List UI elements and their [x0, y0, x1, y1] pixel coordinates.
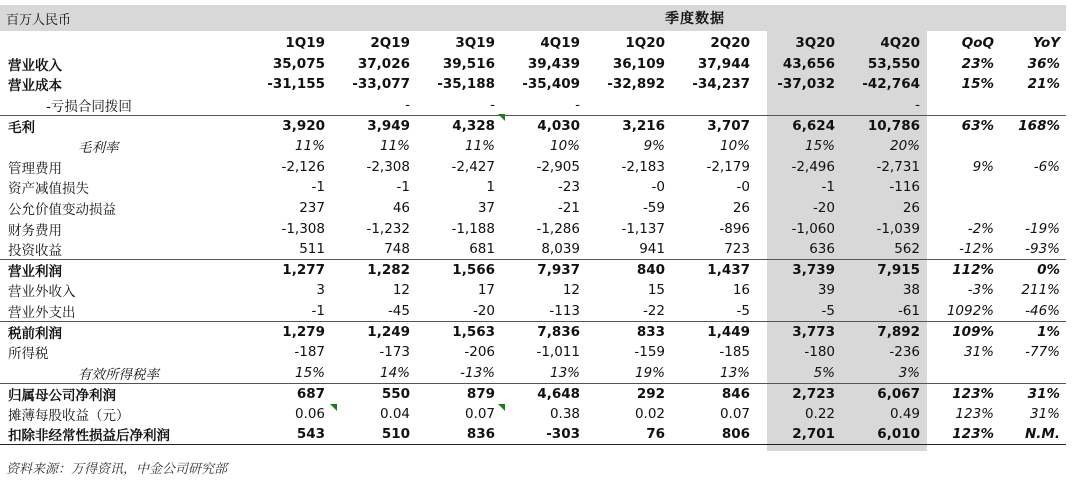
table-cell: 941 — [639, 240, 665, 257]
table-row — [0, 198, 1066, 219]
table-cell: -236 — [889, 344, 920, 361]
table-cell: 10,786 — [845, 115, 930, 136]
table-cell: 15 — [647, 282, 665, 299]
table-cell: -2,183 — [621, 158, 665, 175]
table-cell — [250, 95, 335, 116]
table-cell: 11% — [294, 138, 325, 155]
row-label: 有效所得税率 — [78, 366, 159, 383]
table-cell: 11% — [464, 138, 495, 155]
table-cell: 37,026 — [357, 55, 410, 72]
row-label: 归属母公司净利润 — [0, 383, 250, 404]
table-cell: 39,516 — [442, 55, 495, 72]
table-cell — [675, 95, 760, 116]
table-cell: 0.06 — [294, 405, 325, 422]
table-cell: 7,892 — [845, 321, 930, 342]
table-cell: 1,282 — [335, 260, 420, 281]
table-cell: 6,010 — [845, 424, 930, 445]
table-cell: 37,944 — [697, 55, 750, 72]
comment-marker-icon — [498, 404, 505, 411]
table-cell: 5% — [813, 364, 835, 381]
table-row — [0, 136, 1066, 157]
table-cell: 109% — [930, 321, 1000, 342]
table-cell: 1% — [1000, 321, 1066, 342]
table-cell: 0.07 — [464, 405, 495, 422]
table-cell: 7,915 — [845, 260, 930, 281]
table-cell: 123% — [955, 405, 994, 422]
table-cell: 1,279 — [250, 321, 335, 342]
table-cell: - — [575, 96, 580, 113]
table-cell: 806 — [675, 424, 760, 445]
table-cell: 9% — [643, 138, 665, 155]
table-cell: -61 — [897, 302, 920, 319]
column-header: 2Q19 — [370, 35, 410, 52]
table-cell: 0.07 — [719, 405, 750, 422]
table-cell: -1,137 — [621, 220, 665, 237]
table-row — [0, 74, 1066, 95]
table-cell: 2,723 — [760, 383, 845, 404]
table-cell: 1,249 — [335, 321, 420, 342]
table-cell: -45 — [387, 302, 410, 319]
table-row — [0, 95, 1066, 116]
table-cell: 46 — [392, 200, 410, 217]
table-cell: 510 — [335, 424, 420, 445]
table-cell: 15% — [294, 364, 325, 381]
row-label: 毛利率 — [78, 140, 119, 157]
table-cell: -2,308 — [366, 158, 410, 175]
table-cell: -180 — [804, 344, 835, 361]
table-cell: -46% — [1025, 302, 1060, 319]
table-cell: 211% — [1021, 282, 1060, 299]
table-cell: -1,308 — [281, 220, 325, 237]
table-cell: 748 — [384, 240, 410, 257]
table-cell: 63% — [930, 115, 1000, 136]
column-header: 2Q20 — [710, 35, 750, 52]
table-cell — [590, 95, 675, 116]
table-row — [0, 218, 1066, 239]
table-cell: -34,237 — [692, 76, 750, 93]
table-cell: 1092% — [946, 302, 994, 319]
table-cell: 39 — [817, 282, 835, 299]
table-cell: -1,188 — [451, 220, 495, 237]
table-cell: N.M. — [1000, 424, 1066, 445]
table-cell: -185 — [719, 344, 750, 361]
table-cell: -5 — [736, 302, 750, 319]
table-cell: 1,449 — [675, 321, 760, 342]
table-cell — [930, 198, 1000, 219]
table-cell: -31,155 — [267, 76, 325, 93]
row-label: 投资收益 — [8, 242, 62, 259]
table-cell: 292 — [590, 383, 675, 404]
table-cell: 723 — [724, 240, 750, 257]
table-cell: -35,409 — [522, 76, 580, 93]
table-cell: 687 — [250, 383, 335, 404]
table-cell: -159 — [634, 344, 665, 361]
column-header: 3Q20 — [795, 35, 835, 52]
table-cell: 543 — [250, 424, 335, 445]
column-header: 4Q20 — [880, 35, 920, 52]
comment-marker-icon — [330, 404, 337, 411]
table-cell: 2,701 — [760, 424, 845, 445]
table-row — [0, 404, 1066, 425]
table-cell: 0.02 — [634, 405, 665, 422]
table-cell: -1 — [311, 302, 325, 319]
table-cell: - — [915, 96, 920, 113]
table-cell: 9% — [972, 158, 994, 175]
table-cell: 76 — [590, 424, 675, 445]
table-cell: 237 — [299, 200, 325, 217]
table-cell: -20 — [812, 200, 835, 217]
row-label: 税前利润 — [0, 321, 250, 342]
table-cell: -35,188 — [437, 76, 495, 93]
table-cell: 6,624 — [760, 115, 845, 136]
table-cell: 37 — [477, 200, 495, 217]
table-cell: 13% — [719, 364, 750, 381]
table-cell: 36% — [1027, 55, 1060, 72]
table-cell: 31% — [1029, 405, 1060, 422]
table-cell: 23% — [961, 55, 994, 72]
header-band — [0, 5, 1066, 31]
table-cell: -2,126 — [281, 158, 325, 175]
table-cell: 1,563 — [420, 321, 505, 342]
table-cell: -896 — [719, 220, 750, 237]
table-cell: 43,656 — [782, 55, 835, 72]
table-cell: -6% — [1033, 158, 1060, 175]
table-cell: 7,836 — [505, 321, 590, 342]
table-cell: -93% — [1025, 240, 1060, 257]
table-cell: -13% — [460, 364, 495, 381]
table-cell: 4,328 — [420, 115, 505, 136]
table-cell — [1000, 363, 1066, 384]
table-cell: -77% — [1025, 344, 1060, 361]
table-cell: 15% — [804, 138, 835, 155]
table-cell: 836 — [420, 424, 505, 445]
table-cell: 3,739 — [760, 260, 845, 281]
table-cell: 26 — [732, 200, 750, 217]
table-cell — [1000, 136, 1066, 157]
table-cell: 879 — [420, 383, 505, 404]
row-label: 营业收入 — [8, 57, 62, 74]
table-cell: 4,030 — [505, 115, 590, 136]
table-cell: -1,011 — [536, 344, 580, 361]
table-cell: 31% — [1000, 383, 1066, 404]
table-cell: 35,075 — [272, 55, 325, 72]
table-cell: -2,427 — [451, 158, 495, 175]
table-cell: 0.38 — [549, 405, 580, 422]
row-label: 扣除非经常性损益后净利润 — [0, 424, 250, 445]
row-label: 财务费用 — [8, 222, 62, 239]
table-cell: 20% — [889, 138, 920, 155]
table-cell: 8,039 — [541, 240, 580, 257]
table-cell: -116 — [889, 179, 920, 196]
table-row — [0, 239, 1066, 260]
table-cell: -37,032 — [777, 76, 835, 93]
table-cell: 10% — [719, 138, 750, 155]
table-row — [0, 54, 1066, 75]
table-cell: -59 — [642, 200, 665, 217]
column-header: 1Q19 — [285, 35, 325, 52]
table-cell: -1,060 — [791, 220, 835, 237]
table-cell: -42,764 — [862, 76, 920, 93]
table-cell: 21% — [1027, 76, 1060, 93]
row-label: 营业成本 — [8, 78, 62, 95]
table-cell: 1,437 — [675, 260, 760, 281]
section-title: 季度数据 — [665, 11, 725, 27]
table-row — [0, 301, 1066, 322]
table-cell: -113 — [549, 302, 580, 319]
table-row — [0, 383, 1066, 404]
table-cell — [760, 95, 845, 116]
table-cell: -206 — [464, 344, 495, 361]
table-cell: 562 — [894, 240, 920, 257]
table-row — [0, 424, 1066, 445]
table-cell: 15% — [961, 76, 994, 93]
table-cell: -0 — [736, 179, 750, 196]
column-header-row — [0, 33, 1066, 54]
table-cell: -1 — [821, 179, 835, 196]
row-label: 公允价值变动损益 — [8, 202, 116, 219]
table-cell: -2,905 — [536, 158, 580, 175]
table-cell: -173 — [379, 344, 410, 361]
table-cell: 10% — [549, 138, 580, 155]
source-note: 资料来源：万得资讯，中金公司研究部 — [6, 462, 228, 477]
table-cell: 3% — [898, 364, 920, 381]
table-cell: 1,566 — [420, 260, 505, 281]
column-header: 3Q19 — [455, 35, 495, 52]
table-cell: 11% — [379, 138, 410, 155]
row-label: 摊薄每股收益（元） — [8, 407, 130, 424]
table-cell: 0.49 — [889, 405, 920, 422]
table-cell: 6,067 — [845, 383, 930, 404]
row-label: 营业外收入 — [8, 284, 76, 301]
table-cell: -20 — [472, 302, 495, 319]
row-label: 管理费用 — [8, 160, 62, 177]
table-row — [0, 260, 1066, 281]
table-cell: 3,949 — [335, 115, 420, 136]
table-row — [0, 177, 1066, 198]
table-cell: 3 — [316, 282, 325, 299]
table-cell: -33,077 — [352, 76, 410, 93]
table-row — [0, 157, 1066, 178]
table-cell: - — [405, 96, 410, 113]
financial-table — [0, 33, 1066, 445]
column-header: 1Q20 — [625, 35, 665, 52]
table-cell: 123% — [930, 383, 1000, 404]
table-cell: 123% — [930, 424, 1000, 445]
row-label: 营业外支出 — [8, 304, 76, 321]
table-cell: 12 — [562, 282, 580, 299]
table-cell: - — [490, 96, 495, 113]
table-cell: 1 — [486, 179, 495, 196]
unit-label: 百万人民币 — [6, 13, 72, 28]
table-row — [0, 342, 1066, 363]
table-cell: 17 — [477, 282, 495, 299]
table-cell: -2,731 — [876, 158, 920, 175]
column-header-blank — [0, 33, 250, 54]
table-cell: -303 — [505, 424, 590, 445]
table-cell — [930, 136, 1000, 157]
table-cell — [930, 363, 1000, 384]
row-label: 所得税 — [8, 346, 49, 363]
table-cell — [1000, 177, 1066, 198]
table-cell: 39,439 — [527, 55, 580, 72]
table-cell: 13% — [549, 364, 580, 381]
table-row — [0, 115, 1066, 136]
table-cell — [930, 177, 1000, 198]
table-cell: 846 — [675, 383, 760, 404]
table-cell: 14% — [379, 364, 410, 381]
row-label: 毛利 — [0, 115, 250, 136]
table-cell: 3,707 — [675, 115, 760, 136]
table-cell: -1,232 — [366, 220, 410, 237]
table-cell: 7,937 — [505, 260, 590, 281]
table-cell: -19% — [1025, 220, 1060, 237]
table-cell: -2% — [967, 220, 994, 237]
table-cell: 38 — [902, 282, 920, 299]
column-header: YoY — [1032, 35, 1060, 52]
table-cell: 840 — [590, 260, 675, 281]
row-label: 资产减值损失 — [8, 181, 89, 198]
table-cell: 36,109 — [612, 55, 665, 72]
table-cell: -21 — [557, 200, 580, 217]
table-row — [0, 363, 1066, 384]
table-cell: 833 — [590, 321, 675, 342]
table-cell: 681 — [469, 240, 495, 257]
table-cell: 3,773 — [760, 321, 845, 342]
table-cell: 26 — [902, 200, 920, 217]
table-cell: 3,920 — [250, 115, 335, 136]
table-cell: -2,496 — [791, 158, 835, 175]
table-cell: -12% — [959, 240, 994, 257]
table-cell: 16 — [732, 282, 750, 299]
table-cell: 511 — [299, 240, 325, 257]
table-cell: 168% — [1000, 115, 1066, 136]
table-cell: 4,648 — [505, 383, 590, 404]
table-cell: -3% — [967, 282, 994, 299]
table-cell: 0% — [1000, 260, 1066, 281]
table-cell: -23 — [557, 179, 580, 196]
column-header: QoQ — [961, 35, 994, 52]
table-cell: -1,286 — [536, 220, 580, 237]
table-cell: 550 — [335, 383, 420, 404]
table-cell: -1 — [396, 179, 410, 196]
table-cell: -32,892 — [607, 76, 665, 93]
table-cell: -5 — [821, 302, 835, 319]
table-cell — [1000, 95, 1066, 116]
row-label: -亏损合同拨回 — [46, 98, 132, 115]
table-cell — [930, 95, 1000, 116]
comment-marker-icon — [498, 114, 505, 121]
table-cell: -2,179 — [706, 158, 750, 175]
table-cell: 53,550 — [867, 55, 920, 72]
column-header: 4Q19 — [540, 35, 580, 52]
table-cell: 0.22 — [804, 405, 835, 422]
table-cell: 3,216 — [590, 115, 675, 136]
table-cell: 12 — [392, 282, 410, 299]
table-cell: 636 — [809, 240, 835, 257]
table-cell: 0.04 — [379, 405, 410, 422]
table-cell: -1,039 — [876, 220, 920, 237]
table-cell: -22 — [642, 302, 665, 319]
table-cell: -187 — [294, 344, 325, 361]
table-cell: 112% — [930, 260, 1000, 281]
table-cell: -0 — [651, 179, 665, 196]
table-row — [0, 280, 1066, 301]
row-label: 营业利润 — [0, 260, 250, 281]
table-cell: 19% — [634, 364, 665, 381]
table-cell — [1000, 198, 1066, 219]
table-cell: 1,277 — [250, 260, 335, 281]
table-cell: -1 — [311, 179, 325, 196]
table-cell: 31% — [963, 344, 994, 361]
table-row — [0, 321, 1066, 342]
